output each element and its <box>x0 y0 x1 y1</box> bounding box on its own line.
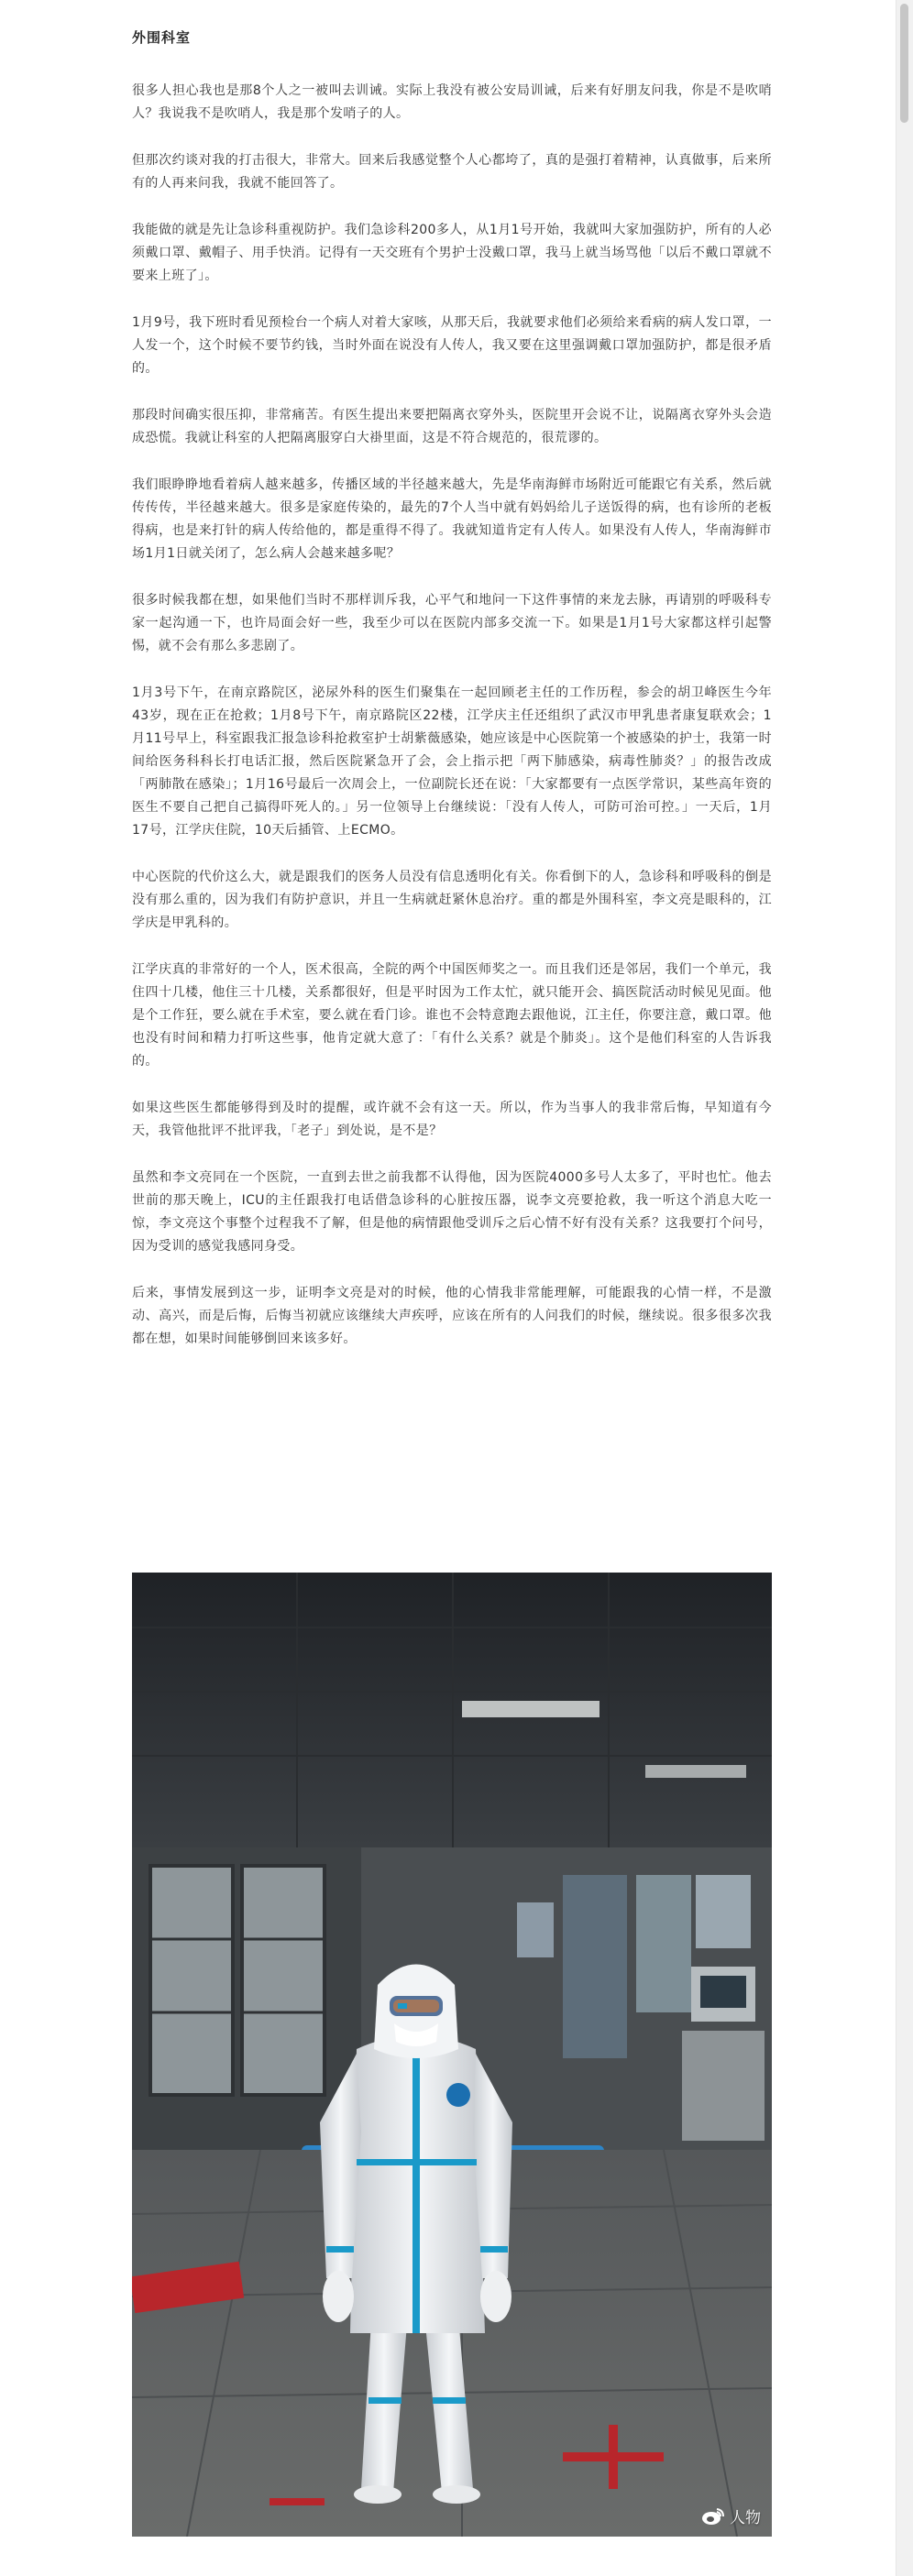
paragraph: 我能做的就是先让急诊科重视防护。我们急诊科200多人，从1月1号开始，我就叫大家加强防护，所有的人必须戴口罩、戴帽子、用手快消。记得有一天交班有个男护士没戴口罩，我马上就当场骂他「以后不戴口罩就不要来上班了」。 <box>132 223 772 283</box>
vertical-scrollbar[interactable] <box>896 0 913 2576</box>
paragraph: 如果这些医生都能够得到及时的提醒，或许就不会有这一天。所以，作为当事人的我非常后悔，早知道有今天，我管他批评不批评我，「老子」到处说，是不是？ <box>132 1101 772 1138</box>
weibo-watermark <box>701 2505 761 2527</box>
article-photo <box>132 1573 772 2537</box>
paragraph: 那段时间确实很压抑，非常痛苦。有医生提出来要把隔离衣穿外头，医院里开会说不让，说隔离衣穿外头会造成恐慌。我就让科室的人把隔离服穿白大褂里面，这是不符合规范的，很荒谬的。 <box>132 408 772 445</box>
article-body <box>132 27 772 1375</box>
paragraph: 1月9号，我下班时看见预检台一个病人对着大家咳，从那天后，我就要求他们必须给来看病的病人发口罩，一人发一个，这个时候不要节约钱，当时外面在说没有人传人，我又要在这里强调戴口罩加强防护，都是很矛盾的。 <box>132 315 772 376</box>
paragraph: 很多人担心我也是那8个人之一被叫去训诫。实际上我没有被公安局训诫，后来有好朋友问我，你是不是吹哨人？我说我不是吹哨人，我是那个发哨子的人。 <box>132 83 772 121</box>
paragraph: 我们眼睁睁地看着病人越来越多，传播区域的半径越来越大，先是华南海鲜市场附近可能跟它有关系，然后就传传传，半径越来越大。很多是家庭传染的，最先的7个人当中就有妈妈给儿子送饭得的病，也有诊所的老板得病，也是来打针的病人传给他的，都是重得不得了。我就知道肯定有人传人。如果没有人传人，华南海鲜市场1月1日就关闭了，怎么病人会越来越多呢？ <box>132 477 772 561</box>
paragraph: 虽然和李文亮同在一个医院，一直到去世之前我都不认得他，因为医院4000多号人太多了，平时也忙。他去世前的那天晚上，ICU的主任跟我打电话借急诊科的心脏按压器，说李文亮要抢救，我一听这个消息大吃一惊，李文亮这个事整个过程我不了解，但是他的病情跟他受训斥之后心情不好有没有关系？这我要打个问号，因为受训的感觉我感同身受。 <box>132 1170 772 1254</box>
paragraph: 江学庆真的非常好的一个人，医术很高，全院的两个中国医师奖之一。而且我们还是邻居，我们一个单元，我住四十几楼，他住三十几楼，关系都很好，但是平时因为工作太忙，就只能开会、搞医院活动时候见见面。他是个工作狂，要么就在手术室，要么就在看门诊。谁也不会特意跑去跟他说，江主任，你要注意，戴口罩。他也没有时间和精力打听这些事，他肯定就大意了：「有什么关系？就是个肺炎」。这个是他们科室的人告诉我的。 <box>132 962 772 1069</box>
watermark-text: 人物 <box>730 2509 761 2527</box>
section-title: 外围科室 <box>132 29 192 46</box>
paragraph: 但那次约谈对我的打击很大，非常大。回来后我感觉整个人心都垮了，真的是强打着精神，认真做事，后来所有的人再来问我，我就不能回答了。 <box>132 153 772 191</box>
weibo-logo-icon <box>701 2507 725 2526</box>
paragraph: 1月3号下午，在南京路院区，泌尿外科的医生们聚集在一起回顾老主任的工作历程，参会的胡卫峰医生今年43岁，现在正在抢救；1月8号下午，南京路院区22楼，江学庆主任还组织了武汉市甲乳患者康复联欢会；1月11号早上，科室跟我汇报急诊科抢救室护士胡紫薇感染，她应该是中心医院第一个被感染的护士，我第一时间给医务科科长打电话汇报，然后医院紧急开了会，会上指示把「两下肺感染，病毒性肺炎？」的报告改成「两肺散在感染」；1月16号最后一次周会上，一位副院长还在说：「大家都要有一点医学常识，某些高年资的医生不要自己把自己搞得吓死人的。」另一位领导上台继续说：「没有人传人，可防可治可控。」一天后，1月17号，江学庆住院，10天后插管、上ECMO。 <box>132 685 772 838</box>
scrollbar-thumb[interactable] <box>900 4 908 123</box>
paragraph: 中心医院的代价这么大，就是跟我们的医务人员没有信息透明化有关。你看倒下的人，急诊科和呼吸科的倒是没有那么重的，因为我们有防护意识，并且一生病就赶紧休息治疗。重的都是外围科室，李文亮是眼科的，江学庆是甲乳科的。 <box>132 870 772 930</box>
paragraph: 很多时候我都在想，如果他们当时不那样训斥我，心平气和地问一下这件事情的来龙去脉，再请别的呼吸科专家一起沟通一下，也许局面会好一些，我至少可以在医院内部多交流一下。如果是1月1号大家都这样引起警惕，就不会有那么多悲剧了。 <box>132 593 772 653</box>
paragraph: 后来，事情发展到这一步，证明李文亮是对的时候，他的心情我非常能理解，可能跟我的心情一样，不是激动、高兴，而是后悔，后悔当初就应该继续大声疾呼，应该在所有的人问我们的时候，继续说。很多很多次我都在想，如果时间能够倒回来该多好。 <box>132 1286 772 1346</box>
